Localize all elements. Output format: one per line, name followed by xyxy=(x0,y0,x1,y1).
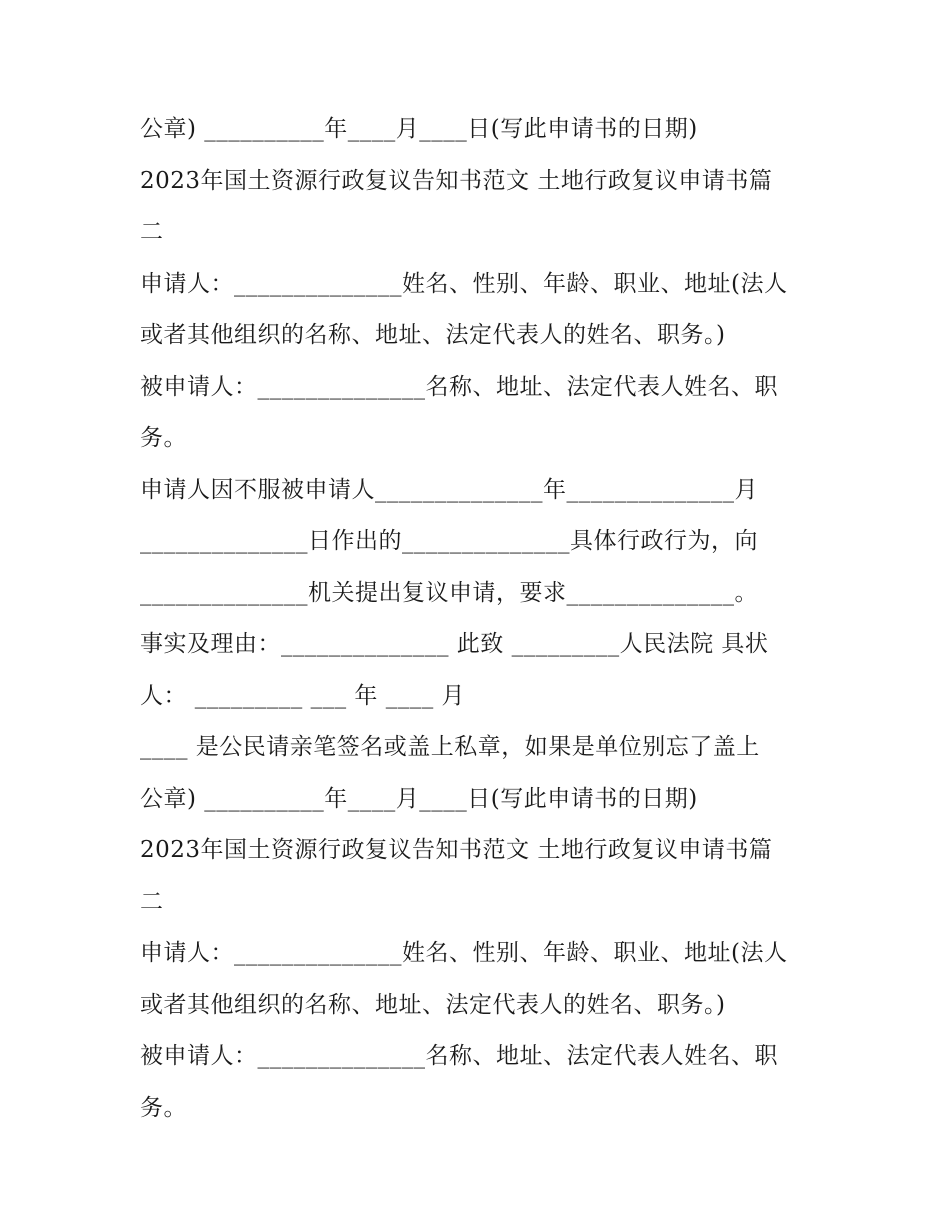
text-line: 或者其他组织的名称、地址、法定代表人的姓名、职务。) xyxy=(140,322,726,348)
text-line: 申请人：______________姓名、性别、年龄、职业、地址(法人 xyxy=(140,270,788,297)
document-body xyxy=(140,104,810,1134)
text-line: 公章) __________年____月____日(写此申请书的日期) xyxy=(140,116,698,142)
text-line: 被申请人：______________名称、地址、法定代表人姓名、职 xyxy=(140,373,778,400)
text-line: 公章) __________年____月____日(写此申请书的日期) xyxy=(140,785,698,812)
text-line: 人： _________ ___ 年 ____ 月 xyxy=(140,682,466,709)
section-heading: 2023年国土资源行政复议告知书范文 土地行政复议申请书篇 xyxy=(140,837,773,863)
text-line: 务。 xyxy=(140,1094,187,1121)
section-heading: 2023年国土资源行政复议告知书范文 土地行政复议申请书篇 xyxy=(140,167,773,194)
text-line: ______________机关提出复议申请，要求______________。 xyxy=(140,579,758,606)
text-line: ____ 是公民请亲笔签名或盖上私章，如果是单位别忘了盖上 xyxy=(140,734,760,760)
section-heading-cont: 二 xyxy=(140,219,164,245)
text-line: 事实及理由：______________ 此致 _________人民法院 具状 xyxy=(140,631,769,657)
text-line: 被申请人：______________名称、地址、法定代表人姓名、职 xyxy=(140,1043,778,1069)
text-line: 务。 xyxy=(140,425,187,451)
text-line: 申请人：______________姓名、性别、年龄、职业、地址(法人 xyxy=(140,940,788,966)
text-line: 申请人因不服被申请人______________年______________月 xyxy=(140,476,758,503)
text-line: 或者其他组织的名称、地址、法定代表人的姓名、职务。) xyxy=(140,991,726,1018)
section-heading-cont: 二 xyxy=(140,888,164,915)
text-line: ______________日作出的______________具体行政行为，向 xyxy=(140,528,758,554)
